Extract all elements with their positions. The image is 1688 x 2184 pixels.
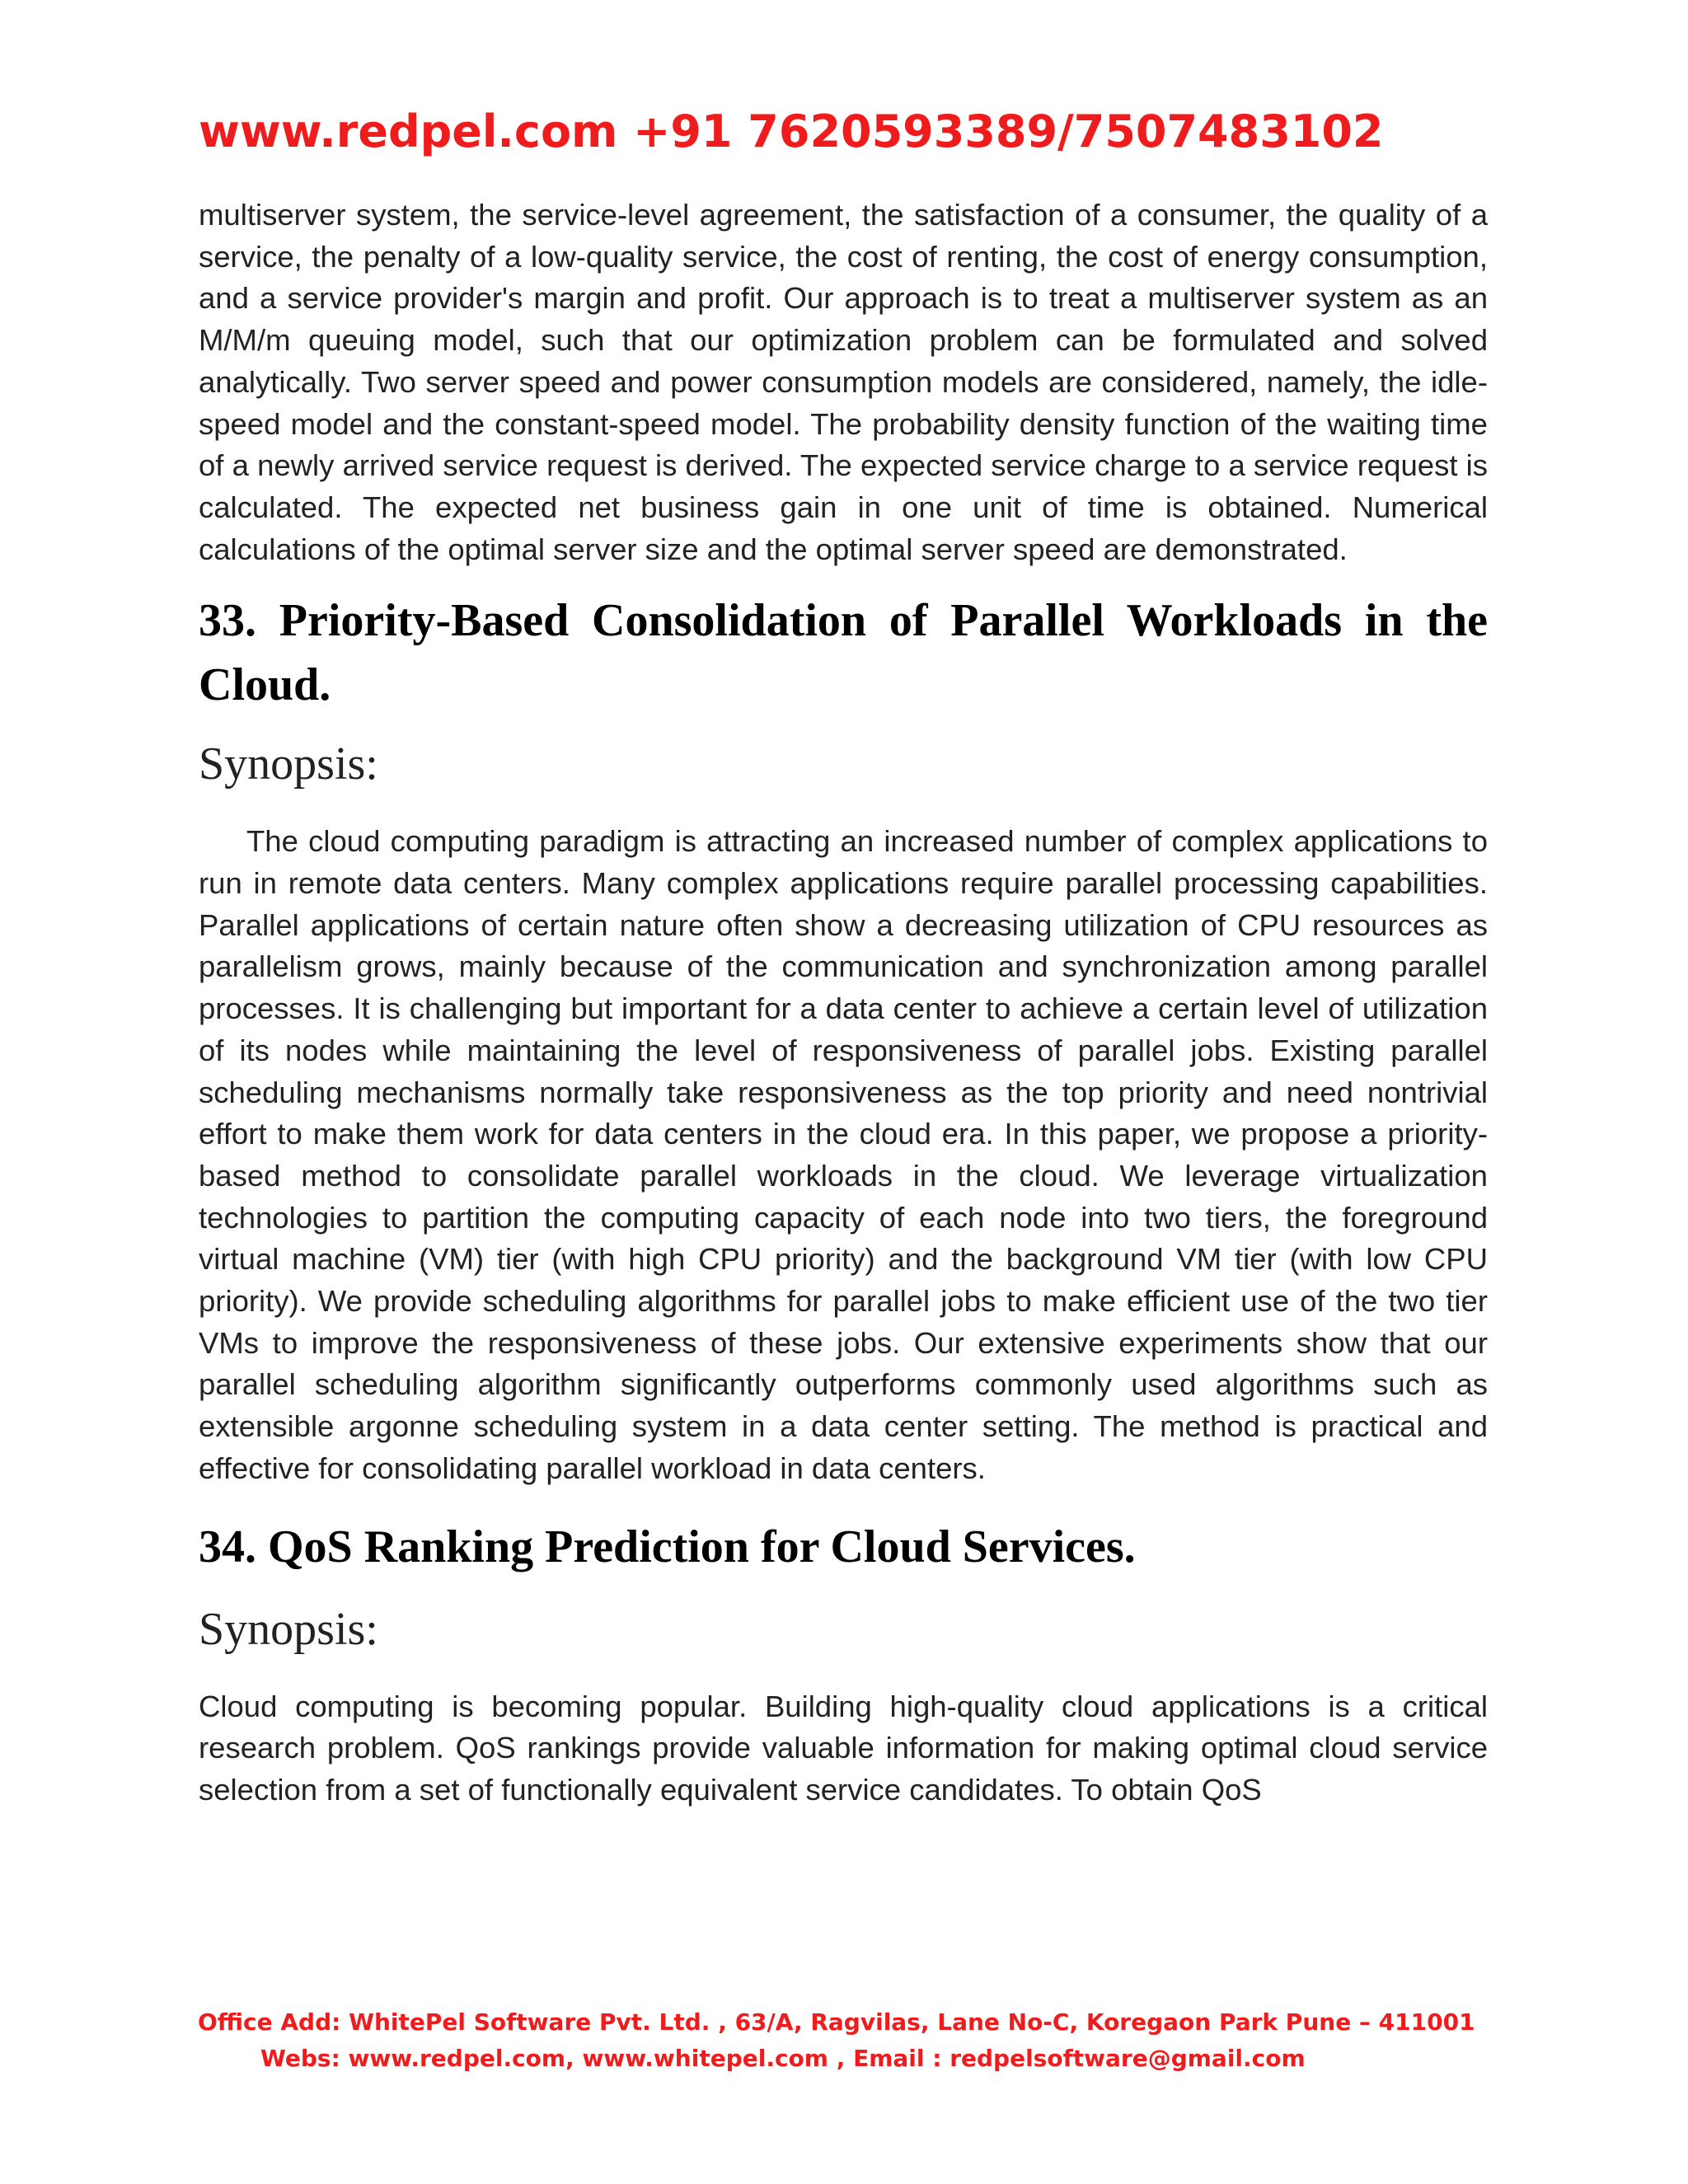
page-content: [199, 194, 1488, 1811]
footer-contact: Webs: www.redpel.com, www.whitepel.com , Email : redpelsoftware@gmail.com: [260, 2045, 1306, 2072]
footer-office-address: Office Add: WhitePel Software Pvt. Ltd. , 63/A, Ragvilas, Lane No-C, Koregaon Park Pune – 411001: [198, 2008, 1475, 2036]
page-header: www.redpel.com +91 7620593389/7507483102: [199, 105, 1384, 157]
section-33-title: 33. Priority-Based Consolidation of Parallel Workloads in the Cloud.: [199, 595, 1488, 711]
section-34-title: 34. QoS Ranking Prediction for Cloud Services.: [199, 1521, 1136, 1572]
intro-paragraph: multiserver system, the service-level agreement, the satisfaction of a consumer, the quality of a service, the penalty of a low-quality service, the cost of renting, the cost of energy consumption, and a service provider's margin and profit. Our approach is to treat a multiserver system as an M/M/m queuing model, such that our optimization problem can be formulated and solved analytically. Two server speed and power consumption models are considered, namely, the idle-speed model and the constant-speed model. The probability density function of the waiting time of a newly arrived service request is derived. The expected service charge to a service request is calculated. The expected net business gain in one unit of time is obtained. Numerical calculations of the optimal server size and the optimal server speed are demonstrated.: [199, 198, 1488, 566]
section-33-synopsis-label: Synopsis:: [199, 738, 378, 790]
section-34-synopsis-label: Synopsis:: [199, 1603, 378, 1655]
section-33-body: The cloud computing paradigm is attracting an increased number of complex applications to run in remote data centers. Many complex applications require parallel processing capabilities. Parallel applications of certain nature often show a decreasing utilization of CPU resources as parallelism grows, mainly because of the communication and synchronization among parallel processes. It is challenging but important for a data center to achieve a certain level of utilization of its nodes while maintaining the level of responsiveness of parallel jobs. Existing parallel scheduling mechanisms normally take responsiveness as the top priority and need nontrivial effort to make them work for data centers in the cloud era. In this paper, we propose a priority-based method to consolidate parallel workloads in the cloud. We leverage virtualization technologies to partition the computing capacity of each node into two tiers, the foreground virtual machine (VM) tier (with high CPU priority) and the background VM tier (with low CPU priority). We provide scheduling algorithms for parallel jobs to make efficient use of the two tier VMs to improve the responsiveness of these jobs. Our extensive experiments show that our parallel scheduling algorithm significantly outperforms commonly used algorithms such as extensible argonne scheduling system in a data center setting. The method is practical and effective for consolidating parallel workload in data centers.: [199, 824, 1488, 1485]
section-34-body: Cloud computing is becoming popular. Building high-quality cloud applications is a critical research problem. QoS rankings provide valuable information for making optimal cloud service selection from a set of functionally equivalent service candidates. To obtain QoS: [199, 1689, 1488, 1807]
